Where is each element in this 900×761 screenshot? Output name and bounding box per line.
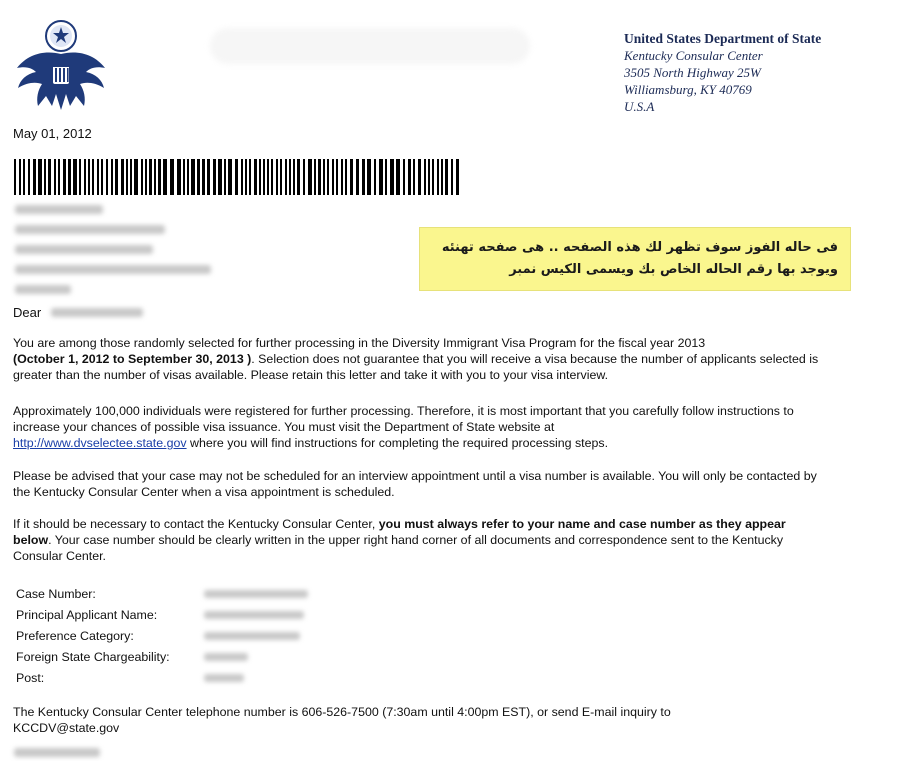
redacted-line: [15, 265, 211, 274]
note-line: فى حاله الفوز سوف تظهر لك هذه الصفحه .. هى صفحه تهنئه: [441, 240, 838, 255]
redacted-name: [51, 308, 143, 317]
recipient-address-redacted: [15, 205, 211, 305]
detail-row: [16, 646, 308, 667]
arabic-annotation-note: [419, 227, 851, 291]
case-details: [16, 583, 308, 688]
redacted-line: [15, 205, 103, 214]
paragraph-instructions: [13, 403, 823, 451]
redacted-line: [15, 225, 165, 234]
contact-email: KCCDV@state.gov: [13, 721, 120, 735]
dvselectee-link[interactable]: http://www.dvselectee.state.gov: [13, 436, 187, 450]
detail-row: [16, 583, 308, 604]
letter-date: May 01, 2012: [13, 126, 92, 141]
agency-address-block: [624, 30, 821, 115]
redacted-value: [204, 632, 300, 640]
agency-title: United States Department of State: [624, 31, 822, 46]
text: where you will find instructions for completing the required processing steps.: [186, 436, 609, 450]
salutation: [13, 305, 143, 320]
barcode: [14, 159, 462, 195]
text: . Selection does not guarantee that you will receive a visa because the number of applicants selected is greater than the number of visas available. Please retain this letter and take it with you to your visa interview.: [13, 352, 819, 382]
text: The Kentucky Consular Center telephone number is 606-526-7500 (7:30am until 4:00pm EST), or send E-mail inquiry to: [13, 705, 671, 719]
redacted-value: [204, 590, 308, 598]
detail-row: [16, 604, 308, 625]
agency-address-line: 3505 North Highway 25W: [624, 65, 761, 80]
detail-label: Principal Applicant Name:: [16, 607, 158, 622]
agency-address-line: U.S.A: [624, 99, 655, 114]
emphasis-text: you must always refer to your name and case number as they appear below: [13, 517, 786, 547]
agency-address-line: Williamsburg, KY 40769: [624, 82, 752, 97]
department-of-state-seal: [14, 14, 108, 118]
contact-information: [13, 704, 813, 736]
paragraph-selection: [13, 335, 823, 383]
text: If it should be necessary to contact the Kentucky Consular Center,: [13, 517, 379, 531]
text: Approximately 100,000 individuals were registered for further processing. Therefore, it is most important that you carefully follow instructions to increase your chances of possible visa issuance. You must visit the Department of State website at: [13, 404, 794, 434]
detail-label: Case Number:: [16, 586, 96, 601]
detail-row: [16, 625, 308, 646]
agency-address-line: Kentucky Consular Center: [624, 48, 763, 63]
redacted-signature: [14, 748, 100, 757]
redacted-value: [204, 653, 248, 661]
redacted-area: [210, 28, 530, 64]
text: . Your case number should be clearly written in the upper right hand corner of all documents and correspondence sent to the Kentucky Consular Center.: [13, 533, 784, 563]
paragraph-scheduling: Please be advised that your case may not be scheduled for an interview appointment until a visa number is available. You will only be contacted by the Kentucky Consular Center when a visa appointment is scheduled.: [13, 469, 817, 499]
fiscal-year-dates: (October 1, 2012 to September 30, 2013 ): [13, 352, 252, 366]
redacted-line: [15, 285, 71, 294]
text: You are among those randomly selected for further processing in the Diversity Immigrant Visa Program for the fiscal year 2013: [13, 336, 706, 350]
detail-label: Foreign State Chargeability:: [16, 649, 170, 664]
detail-row: [16, 667, 308, 688]
detail-label: Post:: [16, 670, 45, 685]
detail-label: Preference Category:: [16, 628, 134, 643]
redacted-line: [15, 245, 153, 254]
paragraph-contact-rules: [13, 516, 823, 564]
redacted-value: [204, 611, 304, 619]
salutation-text: Dear: [13, 305, 42, 320]
redacted-value: [204, 674, 244, 682]
note-line: ويوجد بها رقم الحاله الخاص بك ويسمى الكيس نمبر: [509, 262, 838, 277]
